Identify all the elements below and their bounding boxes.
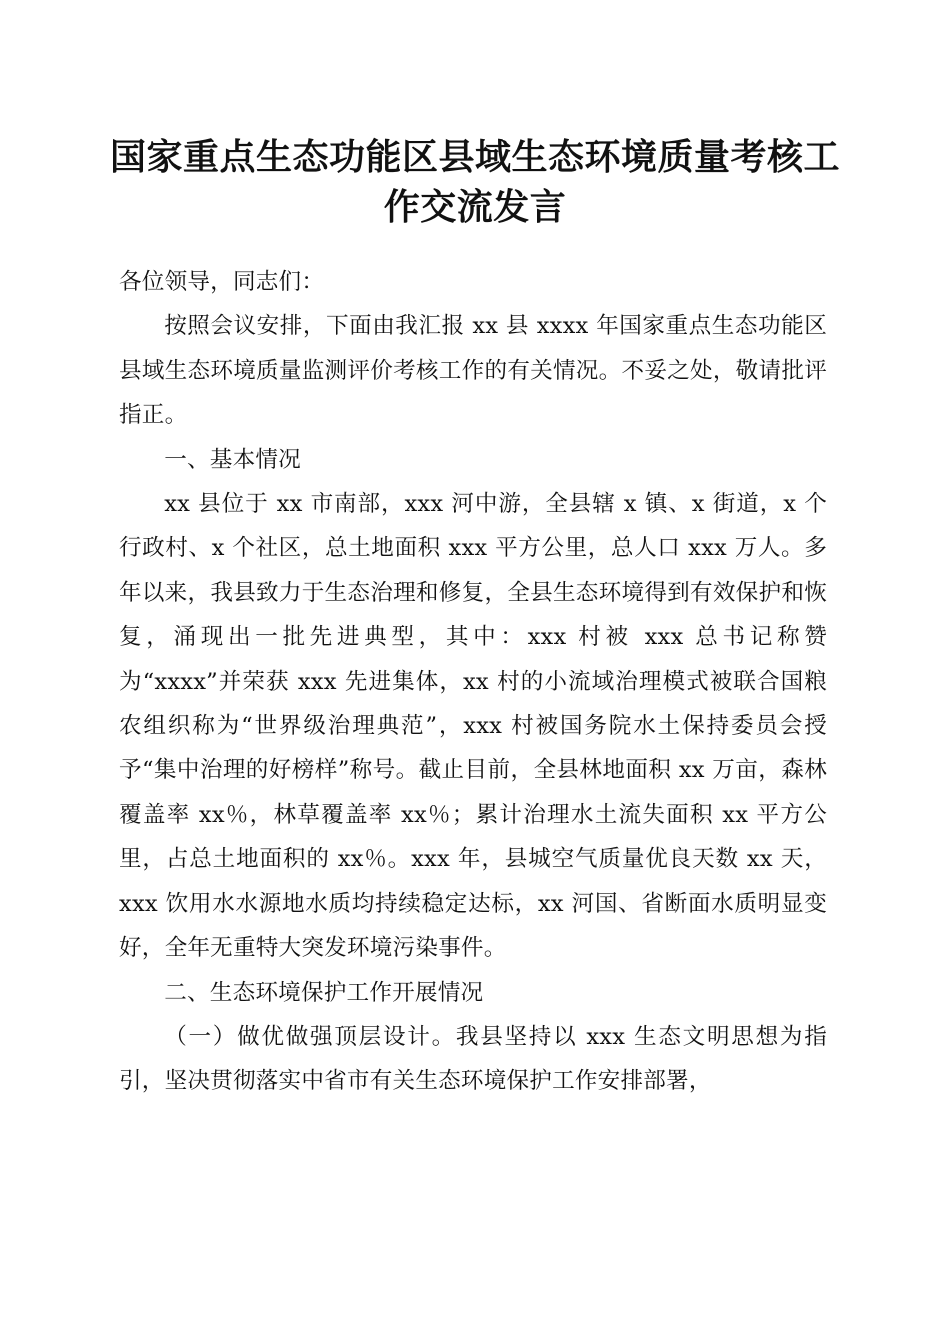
salutation: 各位领导，同志们：	[119, 269, 325, 295]
document-body	[119, 260, 827, 1104]
section-1-paragraph: xx 县位于 xx 市南部，xxx 河中游，全县辖 x 镇、x 街道，x 个行政村、x 个社区，总土地面积 xxx 平方公里，总人口 xxx 万人。多年以来，我县致力于生态治理和修复，全县生态环境得到有效保护和恢复，涌现出一批先进典型，其中：xxx 村被 xxx 总书记称赞为“xxxx”并荣获 xxx 先进集体，xx 村的小流域治理模式被联合国粮农组织称为“世界级治理典范”，xxx 村被国务院水土保持委员会授予“集中治理的好榜样”称号。截止目前，全县林地面积 xx 万亩，森林覆盖率 xx％，林草覆盖率 xx％；累计治理水土流失面积 xx 平方公里，占总土地面积的 xx％。xxx 年，县城空气质量优良天数 xx 天，xxx 饮用水水源地水质均持续稳定达标，xx 河国、省断面水质明显变好，全年无重特大突发环境污染事件。	[119, 491, 827, 962]
section-2-paragraph: （一）做优做强顶层设计。我县坚持以 xxx 生态文明思想为指引，坚决贯彻落实中省市有关生态环境保护工作安排部署，	[119, 1023, 827, 1095]
title-line-1: 国家重点生态功能区县域生态环境质量考核工	[110, 136, 841, 178]
title-line-2: 作交流发言	[383, 186, 567, 228]
section-1-heading: 一、基本情况	[164, 446, 301, 473]
section-2-heading: 二、生态环境保护工作开展情况	[164, 979, 484, 1006]
intro-paragraph: 按照会议安排，下面由我汇报 xx 县 xxxx 年国家重点生态功能区县域生态环境质量监测评价考核工作的有关情况。不妥之处，敬请批评指正。	[119, 313, 827, 429]
document-title	[110, 132, 840, 232]
